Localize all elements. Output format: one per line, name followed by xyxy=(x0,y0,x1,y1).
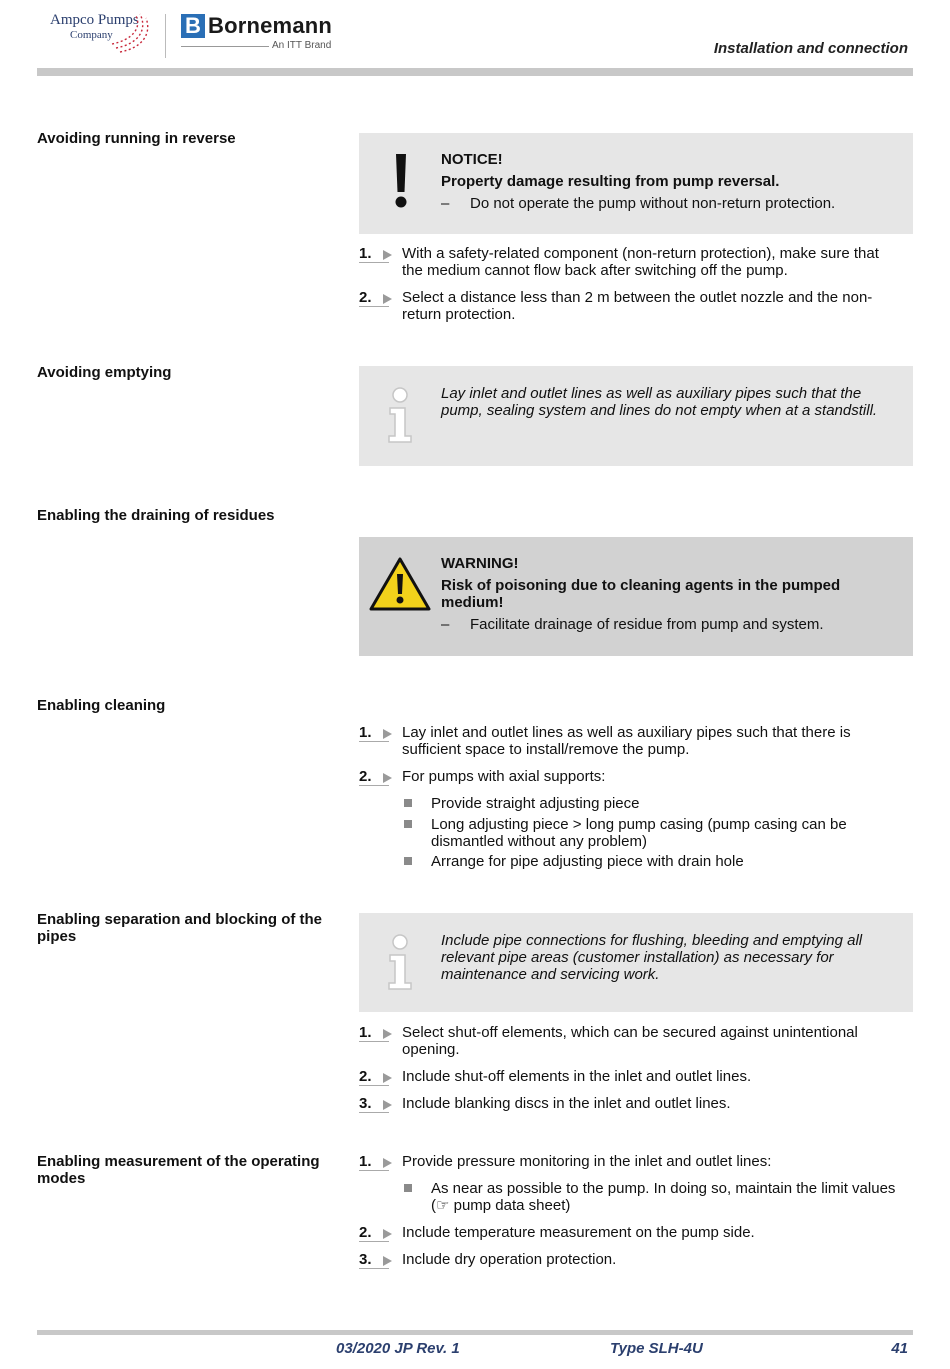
step-item xyxy=(359,1095,899,1112)
step-arrow-icon xyxy=(383,250,392,260)
bornemann-brand-name: Bornemann xyxy=(208,13,333,38)
section-title-emptying: Avoiding emptying xyxy=(37,364,172,381)
step-text: For pumps with axial supports: xyxy=(402,768,606,785)
ampco-logo-company: Company xyxy=(70,29,113,41)
square-bullet-icon xyxy=(404,799,412,807)
bornemann-logo-icon: B xyxy=(181,14,205,38)
step-text: Include dry operation protection. xyxy=(402,1251,617,1268)
step-item xyxy=(359,1024,899,1058)
step-arrow-icon xyxy=(383,1229,392,1239)
ampco-swirl-icon xyxy=(108,8,152,54)
step-item xyxy=(359,768,899,785)
step-number: 2. xyxy=(359,289,372,306)
step-item xyxy=(359,724,899,758)
list-item-text: As near as possible to the pump. In doing so, maintain the limit values (☞ pump data sheet) xyxy=(431,1180,896,1214)
list-item-text: Long adjusting piece > long pump casing (pump casing can be dismantled without any problem) xyxy=(431,816,847,850)
footer-date-revision: 03/2020 JP Rev. 1 xyxy=(336,1340,460,1357)
list-item xyxy=(402,1180,912,1214)
chapter-title: Installation and connection xyxy=(713,40,908,57)
step-text: Lay inlet and outlet lines as well as auxiliary pipes such that there is sufficient space to install/remove the pump. xyxy=(402,724,851,758)
step-text: With a safety-related component (non-return protection), make sure that the medium cannot flow back after switching off the pump. xyxy=(402,245,879,279)
step-arrow-icon xyxy=(383,294,392,304)
brand-tagline: An ITT Brand xyxy=(272,40,332,51)
list-item xyxy=(402,853,912,870)
header-divider xyxy=(165,14,166,58)
step-arrow-icon xyxy=(383,1100,392,1110)
step-number: 1. xyxy=(359,245,372,262)
footer-bar xyxy=(37,1330,913,1335)
footer-type: Type SLH-4U xyxy=(610,1340,703,1357)
step-text: Select shut-off elements, which can be secured against unintentional opening. xyxy=(402,1024,858,1058)
info-text: Include pipe connections for flushing, bleeding and emptying all relevant pipe areas (customer installation) as necessary for maintenance and servicing work. xyxy=(441,932,863,983)
info-box xyxy=(359,366,913,466)
list-item-text: Arrange for pipe adjusting piece with drain hole xyxy=(431,853,744,870)
notice-headline: Property damage resulting from pump reversal. xyxy=(441,173,780,190)
step-text: Include blanking discs in the inlet and outlet lines. xyxy=(402,1095,731,1112)
exclamation-icon xyxy=(393,154,409,210)
warning-triangle-icon xyxy=(369,557,431,612)
list-item xyxy=(402,795,912,812)
step-number: 3. xyxy=(359,1251,372,1268)
dash-symbol: – xyxy=(441,616,450,633)
info-icon xyxy=(385,386,415,444)
header-bar xyxy=(37,68,913,76)
section-title-separation: Enabling separation and blocking of the pipes xyxy=(37,911,323,945)
step-item xyxy=(359,289,899,323)
step-text: Include temperature measurement on the pump side. xyxy=(402,1224,755,1241)
list-item-text: Provide straight adjusting piece xyxy=(431,795,640,812)
step-arrow-icon xyxy=(383,773,392,783)
step-text: Include shut-off elements in the inlet and outlet lines. xyxy=(402,1068,752,1085)
step-arrow-icon xyxy=(383,729,392,739)
warning-label: WARNING! xyxy=(441,555,519,572)
step-item xyxy=(359,245,899,279)
warning-headline: Risk of poisoning due to cleaning agents in the pumped medium! xyxy=(441,577,841,611)
step-number: 1. xyxy=(359,1153,372,1170)
section-title-cleaning: Enabling cleaning xyxy=(37,697,166,714)
notice-label: NOTICE! xyxy=(441,151,503,168)
section-title-reverse: Avoiding running in reverse xyxy=(37,130,236,147)
step-text: Provide pressure monitoring in the inlet and outlet lines: xyxy=(402,1153,772,1170)
dash-symbol: – xyxy=(441,195,450,212)
step-number: 1. xyxy=(359,1024,372,1041)
square-bullet-icon xyxy=(404,820,412,828)
step-arrow-icon xyxy=(383,1158,392,1168)
step-item xyxy=(359,1068,899,1085)
page-number: 41 xyxy=(891,1340,908,1357)
section-title-measurement: Enabling measurement of the operating modes xyxy=(37,1153,320,1187)
step-arrow-icon xyxy=(383,1029,392,1039)
brand-underline xyxy=(181,46,269,47)
step-number: 2. xyxy=(359,1224,372,1241)
notice-instruction: Do not operate the pump without non-return protection. xyxy=(470,195,836,212)
step-item xyxy=(359,1251,899,1268)
ampco-logo-name: Ampco Pumps xyxy=(50,12,139,28)
step-number: 2. xyxy=(359,768,372,785)
step-arrow-icon xyxy=(383,1256,392,1266)
warning-box xyxy=(359,537,913,656)
section-title-draining: Enabling the draining of residues xyxy=(37,507,275,524)
warning-instruction: Facilitate drainage of residue from pump and system. xyxy=(470,616,824,633)
square-bullet-icon xyxy=(404,857,412,865)
notice-box xyxy=(359,133,913,234)
step-text: Select a distance less than 2 m between the outlet nozzle and the non-return protection. xyxy=(402,289,873,323)
info-box xyxy=(359,913,913,1012)
info-text: Lay inlet and outlet lines as well as auxiliary pipes such that the pump, sealing system and lines do not empty when at a standstill. xyxy=(441,385,878,419)
step-number: 1. xyxy=(359,724,372,741)
square-bullet-icon xyxy=(404,1184,412,1192)
info-icon xyxy=(385,933,415,991)
step-item xyxy=(359,1153,899,1170)
step-arrow-icon xyxy=(383,1073,392,1083)
list-item xyxy=(402,816,912,850)
step-number: 2. xyxy=(359,1068,372,1085)
step-number: 3. xyxy=(359,1095,372,1112)
step-item xyxy=(359,1224,899,1241)
